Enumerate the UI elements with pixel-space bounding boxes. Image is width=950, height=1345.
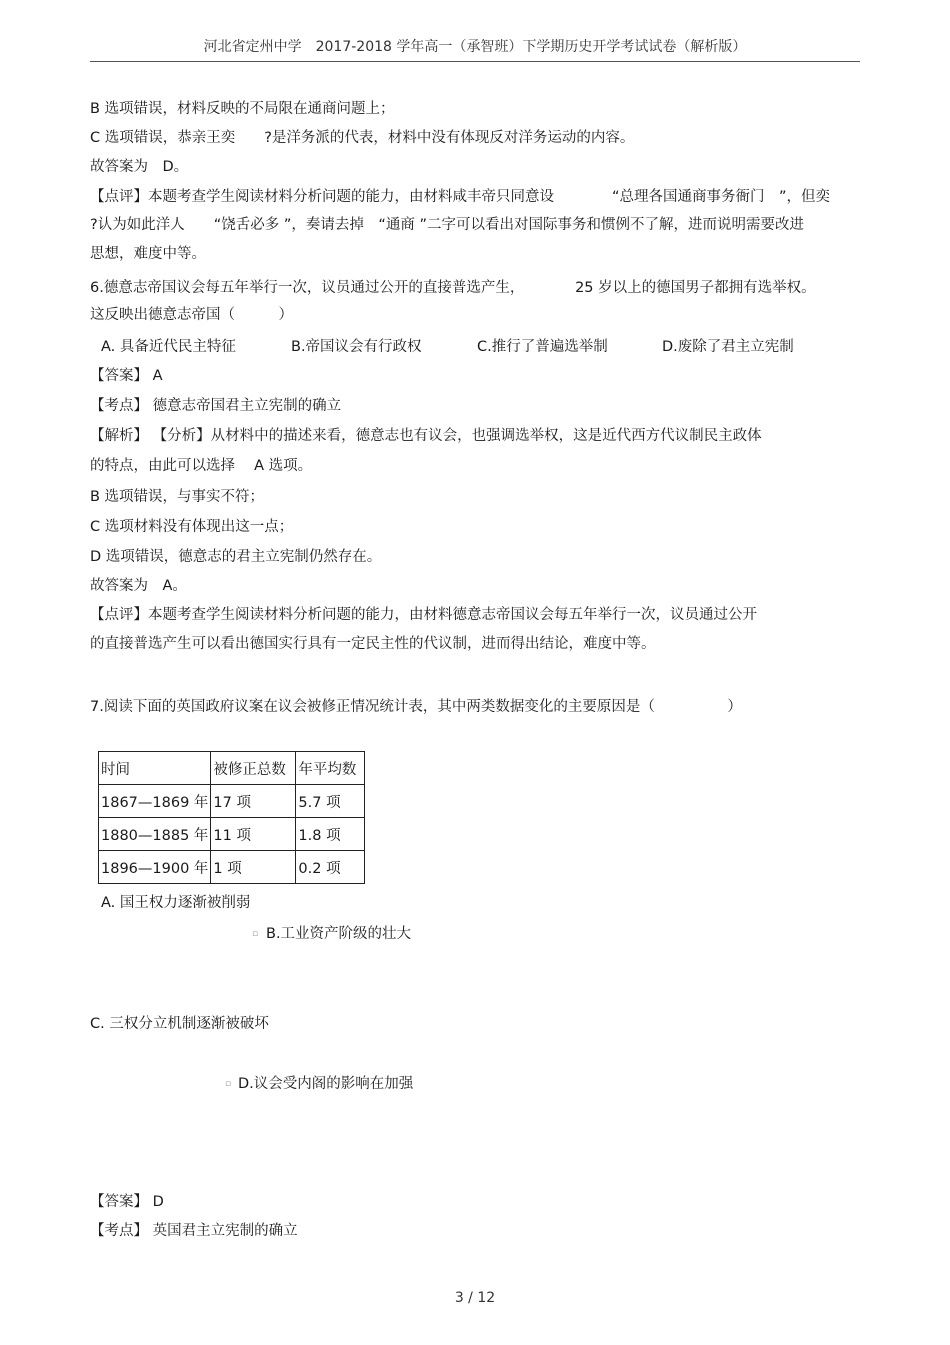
q6-option-d: D.废除了君主立宪制 (662, 339, 794, 355)
q6-stem-line-2: 这反映出德意志帝国（ ） (90, 307, 293, 323)
q6-comment-line-1: 【点评】本题考查学生阅读材料分析问题的能力，由材料德意志帝国议会每五年举行一次，议员通过公开 (90, 607, 757, 623)
q5-comment-line-2: ?认为如此洋人 “饶舌必多 ”，奏请去掉 “通商 ”二字可以看出对国际事务和惯例不了解，进而说明需要改进 (90, 217, 804, 233)
q6-option-b: B.帝国议会有行政权 (291, 339, 422, 355)
table-cell: 1.8 项 (296, 818, 365, 851)
table-cell: 1896—1900 年 (99, 851, 211, 884)
table-header-cell: 时间 (99, 752, 211, 785)
q7-option-b-mark: ▫ (252, 929, 259, 939)
q5-comment-line-1: 【点评】本题考查学生阅读材料分析问题的能力，由材料咸丰帝只同意设 “总理各国通商事务衙门 ”，但奕 (90, 189, 831, 205)
q5-option-c-explanation: C 选项错误，恭亲王奕 ?是洋务派的代表，材料中没有体现反对洋务运动的内容。 (90, 130, 635, 146)
q7-stem: 7.阅读下面的英国政府议案在议会被修正情况统计表，其中两类数据变化的主要原因是（ ） (90, 699, 742, 715)
q7-option-d: D.议会受内阁的影响在加强 (238, 1076, 414, 1092)
table-header-row (99, 752, 365, 785)
q6-exam-point: 【考点】 德意志帝国君主立宪制的确立 (90, 398, 342, 414)
q7-option-c: C. 三权分立机制逐渐被破坏 (90, 1016, 269, 1032)
q6-comment-line-2: 的直接普选产生可以看出德国实行具有一定民主性的代议制，进而得出结论，难度中等。 (90, 636, 656, 652)
table-row (99, 851, 365, 884)
q6-option-a: A. 具备近代民主特征 (101, 339, 236, 355)
table-cell: 1 项 (211, 851, 296, 884)
q6-answer-conclusion: 故答案为 A。 (90, 578, 187, 594)
q5-comment-line-3: 思想，难度中等。 (90, 246, 206, 262)
table-row (99, 785, 365, 818)
table-cell: 0.2 项 (296, 851, 365, 884)
table-row (99, 818, 365, 851)
q6-analysis-line-1: 【解析】 【分析】从材料中的描述来看，德意志也有议会，也强调选举权，这是近代西方代议制民主政体 (90, 428, 762, 444)
q7-exam-point: 【考点】 英国君主立宪制的确立 (90, 1223, 298, 1239)
table-cell: 1880—1885 年 (99, 818, 211, 851)
q6-option-d-explanation: D 选项错误，德意志的君主立宪制仍然存在。 (90, 549, 382, 565)
table-cell: 5.7 项 (296, 785, 365, 818)
q6-option-c-explanation: C 选项材料没有体现出这一点； (90, 519, 294, 535)
q7-option-b: B.工业资产阶级的壮大 (266, 926, 412, 942)
q6-option-c: C.推行了普遍选举制 (477, 339, 608, 355)
table-cell: 17 项 (211, 785, 296, 818)
q7-statistics-table (98, 751, 365, 884)
table-header-cell: 年平均数 (296, 752, 365, 785)
q6-analysis-line-2: 的特点，由此可以选择 A 选项。 (90, 458, 313, 474)
q7-option-a: A. 国王权力逐渐被削弱 (101, 895, 251, 911)
q5-answer-conclusion: 故答案为 D。 (90, 159, 189, 175)
table-cell: 1867—1869 年 (99, 785, 211, 818)
q6-stem-line-1: 6.德意志帝国议会每五年举行一次，议员通过公开的直接普选产生， 25 岁以上的德国男子都拥有选举权。 (90, 280, 816, 296)
q6-option-b-explanation: B 选项错误，与事实不符； (90, 489, 265, 505)
page-number: 3 / 12 (454, 1290, 496, 1306)
q5-option-b-explanation: B 选项错误，材料反映的不局限在通商问题上； (90, 101, 395, 117)
q7-option-d-mark: ▫ (225, 1079, 232, 1089)
document-header-title: 河北省定州中学 2017-2018 学年高一（承智班）下学期历史开学考试试卷（解析版） (203, 39, 747, 55)
q7-answer: 【答案】 D (90, 1194, 164, 1210)
header-divider (90, 61, 860, 62)
table-header-cell: 被修正总数 (211, 752, 296, 785)
table-cell: 11 项 (211, 818, 296, 851)
q6-answer: 【答案】 A (90, 368, 163, 384)
